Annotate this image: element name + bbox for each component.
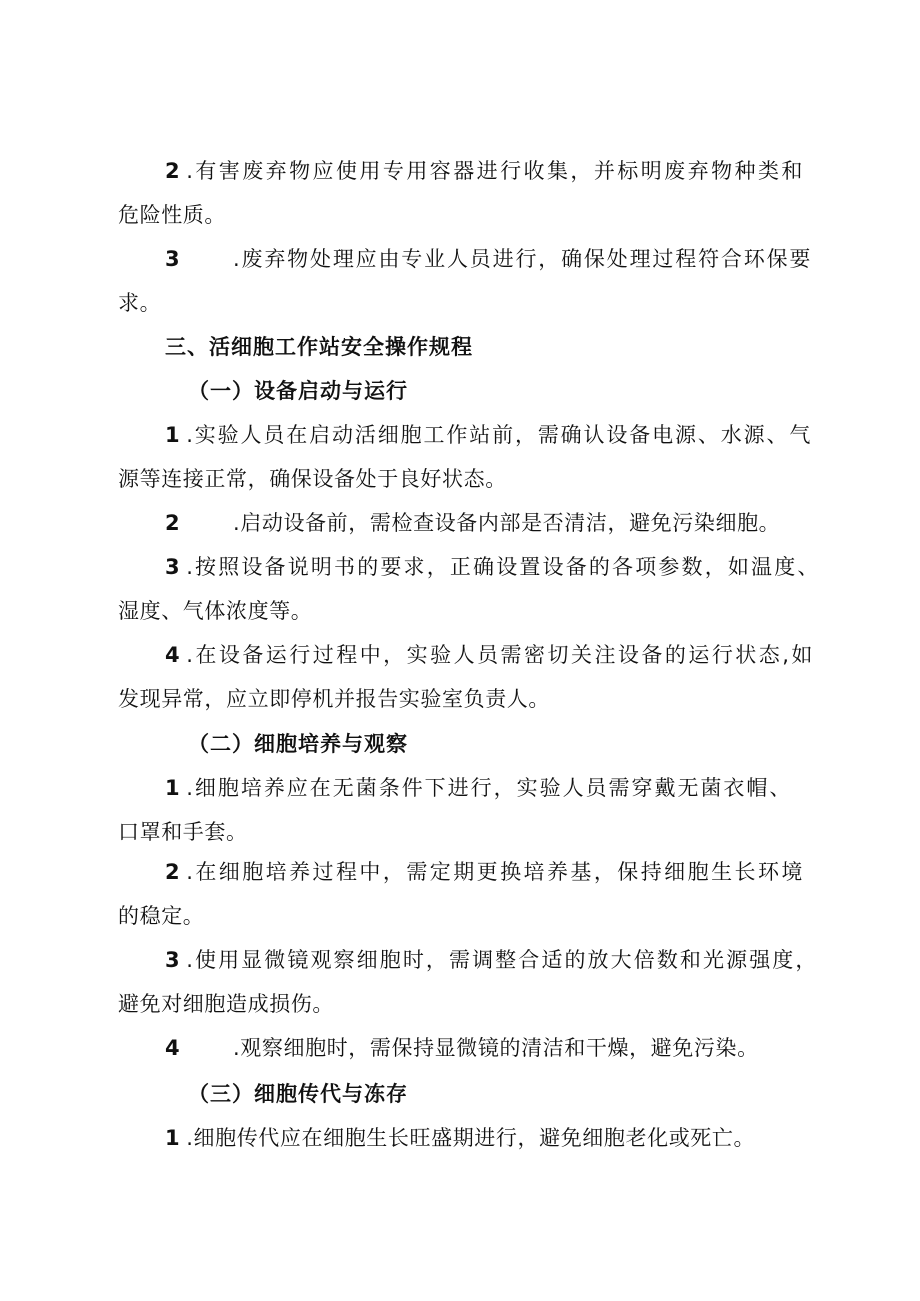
paragraph-line [165, 1123, 755, 1153]
item-number: 4 [165, 643, 181, 667]
paragraph-text: .启动设备前，需检查设备内部是否清洁，避免污染细胞。 [233, 511, 781, 535]
paragraph-line [165, 1033, 759, 1063]
item-number: 3 [165, 247, 181, 271]
paragraph-line [165, 945, 817, 975]
paragraph-text: .废弃物处理应由专业人员进行，确保处理过程符合环保要 [233, 247, 811, 271]
item-number: 1 [165, 776, 181, 800]
section-heading: 三、活细胞工作站安全操作规程 [165, 335, 473, 359]
paragraph-line [165, 640, 813, 670]
paragraph-line [165, 773, 791, 803]
subsection-heading: （一）设备启动与运行 [188, 379, 408, 403]
paragraph-line: 源等连接正常，确保设备处于良好状态。 [118, 467, 507, 491]
paragraph-text: .细胞传代应在细胞生长旺盛期进行，避免细胞老化或死亡。 [186, 1126, 756, 1150]
paragraph-line: 的稳定。 [118, 904, 205, 928]
paragraph-line [165, 857, 803, 887]
paragraph-line: 求。 [118, 291, 162, 315]
item-number: 2 [165, 159, 181, 183]
item-number: 3 [165, 948, 181, 972]
paragraph-line [165, 420, 811, 450]
item-number: 3 [165, 555, 181, 579]
paragraph-text: .有害废弃物应使用专用容器进行收集，并标明废弃物种类和 [186, 159, 803, 183]
item-number: 1 [165, 423, 181, 447]
paragraph-line [165, 156, 803, 186]
paragraph-line: 危险性质。 [118, 203, 226, 227]
paragraph-text: .使用显微镜观察细胞时，需调整合适的放大倍数和光源强度， [186, 948, 817, 972]
paragraph-line [165, 508, 780, 538]
subsection-heading: （三）细胞传代与冻存 [188, 1082, 408, 1106]
paragraph-text: .按照设备说明书的要求，正确设置设备的各项参数，如温度、 [186, 555, 819, 579]
item-number: 4 [165, 1036, 181, 1060]
paragraph-text: .观察细胞时，需保持显微镜的清洁和干燥，避免污染。 [233, 1036, 759, 1060]
paragraph-line: 避免对细胞造成损伤。 [118, 992, 334, 1016]
paragraph-text: .在设备运行过程中，实验人员需密切关注设备的运行状态,如 [186, 643, 813, 667]
item-number: 2 [165, 860, 181, 884]
paragraph-line: 湿度、气体浓度等。 [118, 599, 313, 623]
paragraph-line: 口罩和手套。 [118, 820, 248, 844]
paragraph-text: .实验人员在启动活细胞工作站前，需确认设备电源、水源、气 [186, 423, 811, 447]
paragraph-line [165, 244, 811, 274]
item-number: 2 [165, 511, 181, 535]
subsection-heading: （二）细胞培养与观察 [188, 732, 408, 756]
paragraph-text: .在细胞培养过程中，需定期更换培养基，保持细胞生长环境 [186, 860, 803, 884]
paragraph-line [165, 552, 819, 582]
paragraph-text: .细胞培养应在无菌条件下进行，实验人员需穿戴无菌衣帽、 [186, 776, 791, 800]
item-number: 1 [165, 1126, 181, 1150]
paragraph-line: 发现异常，应立即停机并报告实验室负责人。 [118, 687, 550, 711]
